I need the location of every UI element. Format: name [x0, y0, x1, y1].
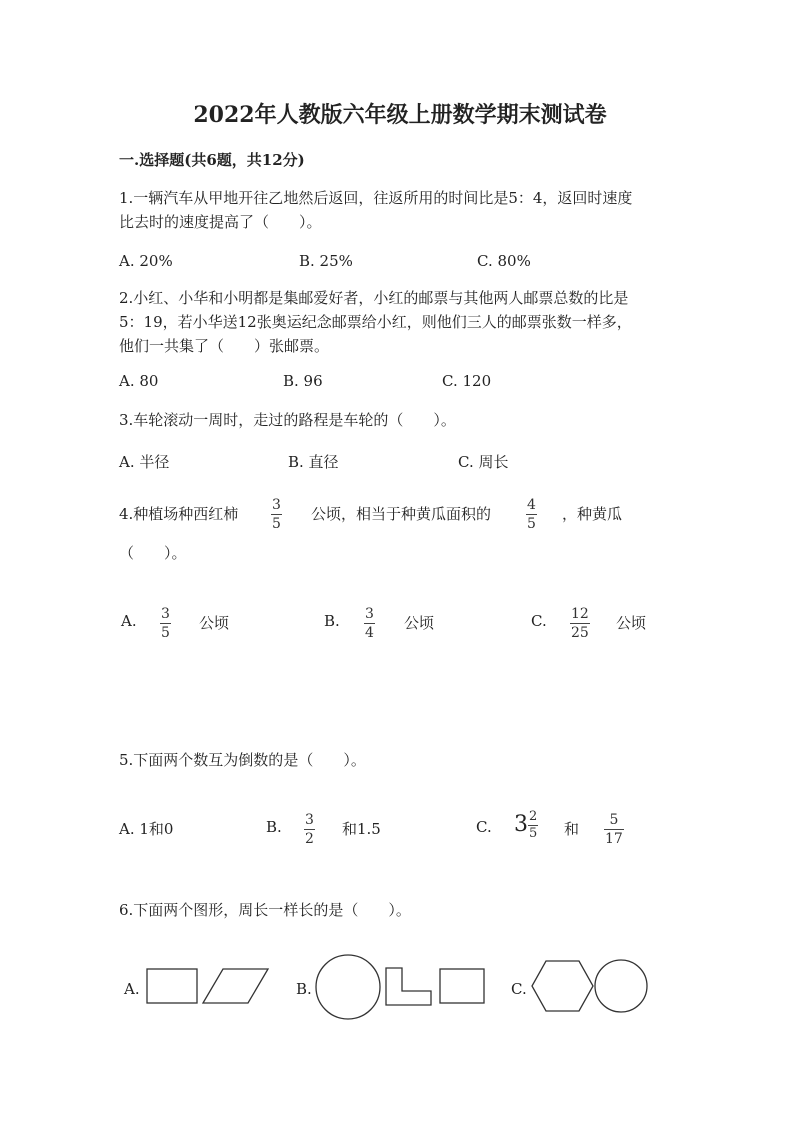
question-5-option-c-whole: 3: [514, 812, 528, 837]
question-1-line-1: 1.一辆汽车从甲地开往乙地然后返回，往返所用的时间比是5：4，返回时速度: [119, 189, 633, 207]
fraction-numerator: 12: [571, 606, 589, 622]
fraction-denominator: 5: [161, 625, 170, 641]
question-4-text-c: ，种黄瓜: [562, 505, 623, 523]
fraction-numerator: 5: [609, 812, 619, 828]
option-c-figures: [530, 958, 654, 1014]
question-4-option-a-fraction: [160, 606, 171, 641]
question-2-line-1: 2.小红、小华和小明都是集邮爱好者，小红的邮票与其他两人邮票总数的比是: [119, 289, 629, 307]
question-4-text-a: 4.种植场种西红柿: [119, 505, 239, 523]
fraction-numerator: 3: [305, 812, 314, 828]
page-title: 2022年人教版六年级上册数学期末测试卷: [193, 102, 607, 128]
question-5-line: 5.下面两个数互为倒数的是（ ）。: [119, 751, 366, 769]
question-5-option-c-fraction-2: [604, 812, 624, 847]
fraction-denominator: 2: [305, 831, 314, 847]
fraction-numerator: 4: [527, 497, 536, 513]
question-4-option-c-unit: 公顷: [616, 614, 647, 632]
question-4-text-b: 公顷，相当于种黄瓜面积的: [311, 505, 492, 523]
fraction-denominator: 4: [365, 625, 374, 641]
fraction-bar: [364, 623, 375, 624]
fraction-numerator: 3: [272, 497, 281, 513]
option-b-figures: [314, 953, 494, 1021]
question-5-option-c-fraction: [528, 810, 538, 841]
question-3-option-c[interactable]: C. 周长: [458, 453, 509, 471]
fraction-bar: [271, 514, 282, 515]
section-heading: 一.选择题(共6题，共12分): [119, 151, 305, 169]
option-a-figures: [146, 964, 276, 1008]
fraction-bar: [604, 829, 624, 830]
question-5-option-b-text: 和1.5: [342, 820, 381, 838]
fraction-numerator: 3: [365, 606, 374, 622]
l-shape: [386, 968, 431, 1005]
fraction-denominator: 5: [527, 516, 536, 532]
question-2-line-2: 5：19，若小华送12张奥运纪念邮票给小红，则他们三人的邮票张数一样多，: [119, 313, 632, 331]
question-4-option-b-unit: 公顷: [404, 614, 435, 632]
fraction-bar: [526, 514, 537, 515]
question-5-option-b-fraction: [304, 812, 315, 847]
question-4-option-c-label[interactable]: C.: [531, 612, 547, 630]
question-5-option-a[interactable]: A. 1和0: [119, 820, 174, 838]
question-5-option-c-and: 和: [564, 820, 580, 838]
question-4-fraction-b: [526, 497, 537, 532]
question-5-option-b-label[interactable]: B.: [266, 818, 282, 836]
question-2-option-a[interactable]: A. 80: [119, 372, 159, 390]
question-1-option-b[interactable]: B. 25%: [299, 252, 353, 270]
question-1-option-a[interactable]: A. 20%: [119, 252, 173, 270]
fraction-bar: [570, 623, 590, 624]
question-4-line-2: （ ）。: [119, 544, 187, 562]
question-4-option-a-label[interactable]: A.: [121, 612, 137, 630]
question-6-line: 6.下面两个图形，周长一样长的是（ ）。: [119, 901, 411, 919]
question-4-option-b-label[interactable]: B.: [324, 612, 340, 630]
question-4-option-a-unit: 公顷: [199, 614, 230, 632]
question-4-fraction-a: [271, 497, 282, 532]
fraction-denominator: 5: [272, 516, 281, 532]
fraction-denominator: 25: [571, 625, 589, 641]
fraction-numerator: 3: [161, 606, 170, 622]
question-6-option-a-label[interactable]: A.: [124, 980, 140, 998]
question-2-option-b[interactable]: B. 96: [283, 372, 323, 390]
question-1-option-c[interactable]: C. 80%: [477, 252, 531, 270]
question-2-line-3: 他们一共集了（ ）张邮票。: [119, 337, 330, 355]
fraction-denominator: 17: [605, 831, 623, 847]
circle-shape: [316, 955, 380, 1019]
fraction-bar: [304, 829, 315, 830]
fraction-numerator: 2: [529, 809, 538, 824]
question-4-option-b-fraction: [364, 606, 375, 641]
question-6-option-c-label[interactable]: C.: [511, 980, 527, 998]
question-1-line-2: 比去时的速度提高了（ ）。: [119, 213, 322, 231]
circle-shape: [595, 960, 647, 1012]
question-3-line-1: 3.车轮滚动一周时，走过的路程是车轮的（ ）。: [119, 411, 456, 429]
question-2-option-c[interactable]: C. 120: [442, 372, 492, 390]
parallelogram-shape: [203, 969, 268, 1003]
question-5-option-c-label[interactable]: C.: [476, 818, 492, 836]
question-3-option-b[interactable]: B. 直径: [288, 453, 339, 471]
fraction-denominator: 5: [529, 826, 538, 841]
question-6-option-b-label[interactable]: B.: [296, 980, 312, 998]
fraction-bar: [160, 623, 171, 624]
hexagon-shape: [532, 961, 593, 1011]
question-4-option-c-fraction: [570, 606, 590, 641]
question-3-option-a[interactable]: A. 半径: [119, 453, 170, 471]
rectangle-shape: [440, 969, 484, 1003]
rectangle-shape: [147, 969, 197, 1003]
